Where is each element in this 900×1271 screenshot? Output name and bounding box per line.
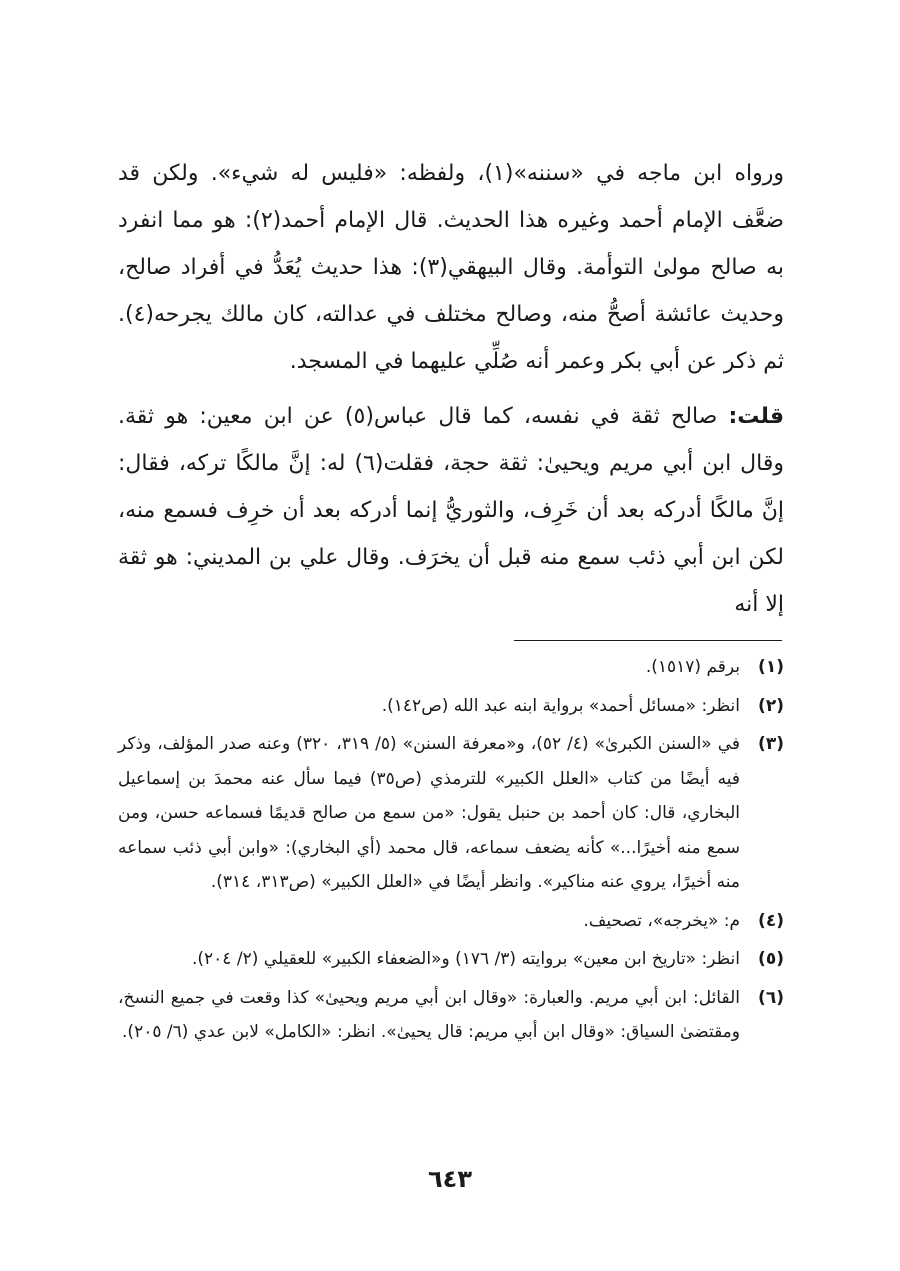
main-paragraph-1 (118, 150, 784, 385)
footnote-number: (٤) (758, 910, 784, 931)
footnote-2 (118, 689, 784, 724)
footnote-text: في «السنن الكبرىٰ» (٤/ ٥٢)، و«معرفة السنن» (٥/ ٣١٩، ٣٢٠) وعنه صدر المؤلف، وذكر فيه أيضًا من كتاب «العلل الكبير» للترمذي (ص٣٥) فيما سأل عنه محمدَ بن إسماعيل البخاري، قال: كان أحمد بن حنبل يقول: «من سمع من صالح قديمًا فسماعه حسن، ومن سمع منه أخيرًا...» كأنه يضعف سماعه، قال محمد (أي البخاري): «وابن أبي ذئب سماعه منه أخيرًا، يروي عنه مناكير». وانظر أيضًا في «العلل الكبير» (ص٣١٣، ٣١٤). (118, 734, 740, 892)
footnote-number: (٢) (758, 695, 784, 716)
footnote-text: م: «يخرجه»، تصحيف. (583, 910, 740, 931)
footnote-number: (١) (758, 657, 784, 677)
footnotes-section (118, 650, 784, 1054)
main-paragraph-2-text: صالح ثقة في نفسه، كما قال عباس(٥) عن ابن معين: هو ثقة. وقال ابن أبي مريم ويحيىٰ: ثقة حجة، فقلت(٦) له: إنَّ مالكًا تركه، فقال: إنَّ مالكًا أدركه بعد أن خَرِف، والثوريُّ إنما أدركه بعد أن خرِف فسمع منه، لكن ابن أبي ذئب سمع منه قبل أن يخرَف. وقال علي بن المديني: هو ثقة إلا أنه (118, 404, 784, 617)
footnote-1 (118, 650, 784, 685)
main-paragraph-2-lead: قلت: (728, 404, 784, 429)
footnote-number: (٣) (758, 734, 784, 754)
footnote-number: (٦) (758, 987, 784, 1008)
footnote-divider (514, 640, 782, 641)
footnote-text: برقم (١٥١٧). (645, 657, 740, 677)
footnote-text: انظر: «تاريخ ابن معين» بروايته (٣/ ١٧٦) و«الضعفاء الكبير» للعقيلي (٢/ ٢٠٤). (192, 949, 740, 969)
footnote-number: (٥) (758, 949, 784, 969)
footnote-text: القائل: ابن أبي مريم. والعبارة: «وقال ابن أبي مريم ويحيىٰ» كذا وقعت في جميع النسخ، ومقتضىٰ السياق: «وقال ابن أبي مريم: قال يحيىٰ». انظر: «الكامل» لابن عدي (٦/ ٢٠٥). (118, 987, 740, 1042)
footnote-3 (118, 727, 784, 900)
main-text-block (118, 150, 784, 628)
main-paragraph-1-text: ورواه ابن ماجه في «سننه»(١)، ولفظه: «فليس له شيء». ولكن قد ضعَّف الإمام أحمد وغيره هذا الحديث. قال الإمام أحمد(٢): هو مما انفرد به صالح مولىٰ التوأمة. وقال البيهقي(٣): هذا حديث يُعَدُّ في أفراد صالح، وحديث عائشة أصحُّ منه، وصالح مختلف في عدالته، كان مالك يجرحه(٤). ثم ذكر عن أبي بكر وعمر أنه صُلِّي عليهما في المسجد. (118, 161, 785, 374)
page-number: ٦٤٣ (428, 1165, 472, 1193)
footnote-4 (118, 904, 784, 939)
footnote-text: انظر: «مسائل أحمد» برواية ابنه عبد الله (ص١٤٢). (381, 695, 740, 716)
main-paragraph-2 (118, 393, 784, 628)
footnote-5 (118, 942, 784, 977)
footnote-6 (118, 981, 784, 1050)
